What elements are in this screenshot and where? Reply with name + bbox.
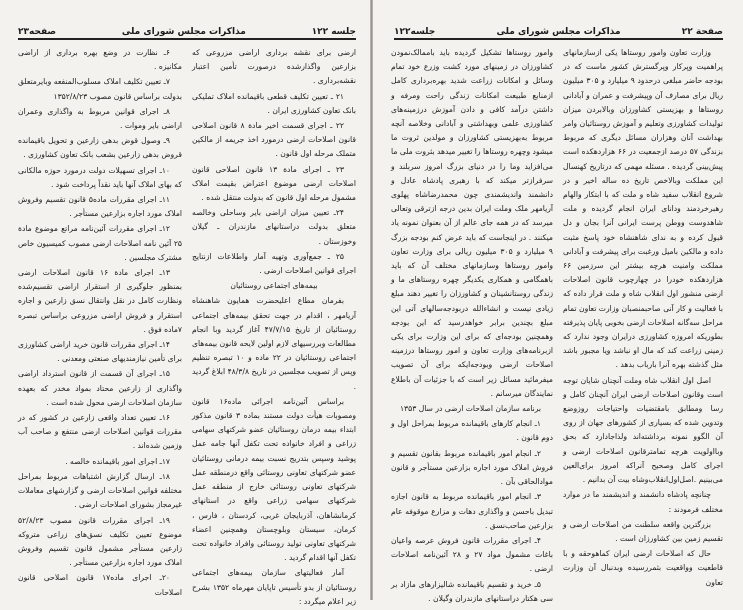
paragraph: حال که اصلاحات ارضی ایران کماهوحقه و با قاطعیت وواقعیت بثمررسیده وبدنبال آن وزارت تعاون <box>563 549 723 587</box>
page-number: صفحه۲۳ <box>18 27 57 37</box>
section-heading: بیمه‌های اجتماعی روستائیان <box>230 281 318 291</box>
paragraph: ۱۴ـ اجرای مقررات قانون خرید اراضی کشاورزی برای تأمین نیازمندیهای صنعتی ومعدنی . <box>18 340 182 364</box>
paragraph: ارضی برای نقشه برداری اراضی مزروعی که بزارعین واگذارشده درصورت تأمین اعتبار نقشه‌برداری . <box>192 48 356 86</box>
section-heading: برنامه سازمان اصلاحات ارضی در سال ۱۳۵۳ <box>399 404 541 414</box>
left-page <box>0 0 372 606</box>
left-page-column-right <box>18 46 182 601</box>
right-page <box>372 0 743 603</box>
paragraph: براساس آئین‌نامه اجرائی ماده۱۶ قانون ومصوبات هیأت دولت مستند بماده ۳ قانون مذکور ابتداء بیمه درمان روستائیان عضو شرکتهای سهامی زراعی و افراد خانواده تحت تکفل آنها جامه عمل پوشید وسپس بتدریج نسبت بیمه درمانی روستائیان عضو شرکتهای تعاونی روستائی واقع درمنطقه عمل شرکتهای تعاونی روستائی خارج از منطقه عمل شرکتهای سهامی زراعی واقع در استانهای کرمانشاهان، آذربایجان غربی، کردستان ، فارس ، کرمان، سیستان وبلوچستان وهمچنین اعضاء شرکتهای تعاونی تولید روستائی وافراد خانواده تحت تکفل آنها اقدام گردید . <box>192 396 356 563</box>
paragraph: ۶ـ نظارت در وضع بهره برداری از اراضی مکانیزه . <box>18 48 182 72</box>
paragraph: بفرمان مطاع اعلیحضرت همایون شاهنشاه آریامهر ، اقدام در جهت تحقق بیمه‌های اجتماعی روستائیان از تاریخ ۴۷/۷/۱۵ آغاز گردید وبا انجام مطالعات وبررسیهای لازم اولین لایحه قانون بیمه‌های اجتماعی روستائیان در ۲۲ ماده و ۱۰ تبصره تنظیم وپس از تصویب مجلسین در تاریخ ۴۸/۳/۸ ابلاغ گردید . <box>192 296 356 391</box>
right-page-column-right <box>563 46 723 591</box>
quotation: بزرگترین واقعه سلطنت من اصلاحات ارضی و تقسیم زمین بین کشاورزان است . <box>563 519 723 543</box>
running-title: مذاکرات مجلس شورای ملی <box>496 27 621 37</box>
paragraph: آمار فعالیتهای سازمان بیمه‌های اجتماعی روستائیان از بدو تأسیس تاپایان مهرماه ۱۳۵۲ بشرح زیر اعلام میگردد : <box>192 568 356 606</box>
paragraph: ۲۱ ـ تعیین تکلیف قطعی باقیمانده املاک تمليکی بانک تعاون کشاورزی ایران . <box>192 91 356 115</box>
paragraph: ۱۳ـ اجرای مادة ۱۶ قانون اصلاحات ارضی بمنظور جلوگیری از استقرار اراضی تقسیم‌شده ونظارت کامل در نقل وانتقال نسق زارعین و اجاره استقرار و فروش اراضی مزروعی براساس تبصره ۷ماده فوق . <box>18 268 182 334</box>
left-page-column-left <box>192 46 356 610</box>
paragraph: ۲۵ ـ جمع‌آوری وتهیه آمار واطلاعات ازنتایج اجرای قوانین اصلاحات ارضی . <box>192 251 356 276</box>
paragraph: وامور روستاها تشکیل گردیده باید باممالک‌نمودن کشاورزان در زمینهای مورد کشت وزرع خود تمام وسائل و امکانات زراعت شدید بهره‌برداری کامل ازمنابع طبیعت امکانات زندگی راحت ومرفه و داشتن درآمد کافی و دادن آموزش درزمینه‌های کشاورزی علمی وبهداشتی و آبادانی وخلاصه آنچه مربوط به‌بهزیستی کشاورزان و مولدین ثروت ما میشود وچهره روستاها را تغییر میدهد بثروت ملی ما می‌افزاید وما را در دنیای بزرگ امروز سربلند و سرفرازتر میکند که با رهبری پادشاه عادل و دانشمند واندیشمندی چون محمدرضاشاه پهلوی آریامهر ملک وملت ایران بدین درجه ازترقی وتعالی میرسد که در همه جای عالم از آن بعنوان نمونه یاد میکنند . در اینجاست که باید عرض کنم بودجه بزرگ ۹ میلیارد و ۳۰۵ میلیون ریالی برای وزارت تعاون وامور روستاها وسازمانهای مختلف آن که باید باهمگامی و همکاری یکدیگر چهره روستاهای ما و زندگی روستانشینان و کشاورزان را تغییر دهند مبلغ زیادی نیست و انشاءالله دربودجه‌سالهای آتی این مبلغ بچندین برابر خواهدرسید که این بودجه وهمچنین بودجه‌ای که برای این وزارت برای یکی ازبرنامه‌های وزارت تعاون و امور روستاها درزمینه اصلاحات ارضی وبودجه‌ایکه برای آن تصویب میفرمائید مسائل زیر است که با جزئیات آن باطلاع نمایندگان میرسانم . <box>391 48 553 398</box>
paragraph: ۳ـ انجام امور باقیمانده مربوط به قانون اجازه تبدیل باحسن و واگذاری دهات و مزارع موقوفه عام بزارعین صاحب‌نسق . <box>391 492 553 530</box>
paragraph: ۱ـ انجام کارهای باقیمانده مربوط بمراحل اول و دوم قانون . <box>391 419 553 443</box>
paragraph: ۲ـ انجام امور باقیمانده مربوط بقانون تقسیم و فروش املاک مورد اجاره بزارعین مستأجر و قانون موادالحاقی بآن . <box>391 448 553 487</box>
paragraph: ۷ـ تعیین تکلیف املاک مسلوب‌المنفعه وبایرمتعلق بدولت براساس قانون مصوب ۱۳۵۲/۸/۲۳ <box>18 77 182 101</box>
paragraph: ۹ـ وصول قوض بدهی زارعین و تحویل باقیمانده قروض بدهی زارعین بشعب بانک تعاون کشاورزی . <box>18 136 182 160</box>
paragraph: ۱۱ـ اجرای مقررات ماده۵ قانون تقسیم وفروش املاک مورد اجاره بزارعین مستأجر . <box>18 195 182 219</box>
paragraph: ۸ـ اجرای قوانین مربوط به واگذاری وعمران اراضی بایر وموات . <box>18 106 182 131</box>
left-page-header <box>18 24 356 40</box>
paragraph: ۵ـ خرید و تقسیم باقیمانده شالیزارهای مازاد بر سی هکتار دراستانهای مازندران وگیلان . <box>391 579 553 603</box>
session-number: جلسه۱۲۲ <box>394 27 436 37</box>
session-number: جلسه ۱۲۲ <box>311 27 356 37</box>
paragraph: ۲۴ـ تعیین میزان اراضی بایر وساحلی وخالصه متعلق بدولت دراستانهای مازندران ـ گیلان وخوزستان . <box>192 208 356 246</box>
running-title: مذاکرات مجلس شورای ملی <box>121 27 246 37</box>
paragraph: ۱۶ـ تعیین تعداد واقعی زارعین در کشور که در مقررات قوانین اصلاحات ارضی منتفع و صاحب آب وزمین شده‌اند . <box>18 413 182 451</box>
paragraph: ۲۰ـ اجرای ماده۱۷ قانون اصلاحی قانون اصلاحات <box>18 573 182 597</box>
paragraph: ۱۰ـ اجرای تسهیلات دولت درمورد حوزه مالکانی که بهای املاک آنها باید نقداً پرداخت شود . <box>18 165 182 189</box>
paragraph: ۱۵ـ اجرای آن قسمت از قانون استرداد اراضی واگذاری از زارعین محتاد بمواد مخدر که بعهده سازمان اصلاحات ارضی محول شده است . <box>18 369 182 407</box>
paragraph: ۲۳ ـ اجرای مادة ۱۳ قانون اصلاحی قانون اصلاحات ارضی موضوع اعتراض بقیمت املاک مشمول مرحله اول قانون که بدولت منتقل شده . <box>192 164 356 203</box>
right-page-column-left <box>391 46 553 607</box>
paragraph: ۴ـ اجرای مقررات قانون فروش عرصه واعیان باغات مشمول مواد ۲۷ و ۲۸ آئین‌نامه اصلاحات ارضی . <box>391 535 553 574</box>
paragraph: ۱۲ـ اجرای مقررات آئین‌نامه مراتع موضوع مادة ۲۵ آئین نامه اصلاحات ارضی مصوب کمیسیون خاص مشترک مجلسین . <box>18 224 182 262</box>
paragraph: چنانچه پادشاه دانشمند و اندیشمند ما در موارد مختلف فرمودند : <box>563 490 723 514</box>
paragraph: وزارت تعاون وامور روستاها یکی ازسازمانهای پراهمیت وپرکار وپرگسترش کشور ماست که در بودجه حاضر مبلغی درحدود ۹ میلیارد و ۳۰۵ میلیون ریال برای مصارف آن وپیشرفت و عمران و آبادانی روستاها و بهزیستی کشاورزان وبالابردن میزان تولیدات کشاورزی وتعلیم و آموزش روستائیان وامر بهداشت آنان وهزاران مسائل دیگری که مربوط بزندگی ۵۷ درصد ازجمعیت در ۶۶ هزاردهکده است پیش‌بینی گردیده . مسئله مهمی که درتاریخ کهنسال این مملکت وبالاخص تاریخ ده ساله اخیر و در شروع انقلاب سفید شاه و ملت که با ابتکار والهام رهبرخردمند ودانای ایران انجام گردیده و ملت شاهدوست ووطن پرست ایرانی آنرا بجان و دل قبول کرده و به ندای شاهنشاه خود پاسخ مثبت داده و مالکین باميل ورغبت برای پیشرفت و آبادانی مملکت وامنیت هرچه بیشتر این سرزمین ۶۶ هزاردهکده خودرا در چهارچوب قانون اصلاحات ارضی منشور اول انقلاب شاه و ملت قرار داده که با فعالیت و کار آنی صاحبمنصبان وزارت تعاون تمام مراحل سه‌گانه اصلاحات ارضی بخوبی پایان پذیرفته بطوریکه امروزه کشاورزی درایران وجود ندارد که زمینی زراعت کند که مال او نباشد ویا مجبور باشد مثل گذشته بهره آنرا بارباب بدهد . <box>563 48 723 370</box>
paragraph: ۱۸ـ ارسال گزارش اشتباهات مربوط بمراحل مختلفه قوانین اصلاحات ارضی و گزارشهای معاملات غیرمجاز بشورای اصلاحات ارضی . <box>18 471 182 510</box>
page-number: صفحة ۲۲ <box>681 27 723 37</box>
paragraph: ۱۷ـ اجرای امور باقیمانده خالصه . <box>65 456 170 466</box>
right-page-header <box>394 24 723 40</box>
paragraph: اصل اول انقلاب شاه وملت آنچنان شایان توجه است وقانون اصلاحات ارضی ایران آنچنان کامل و رسا ومطابق بامقتضیات واحتیاجات روزوضع وتدوین شده که بسیاری از کشورهای جهان از روی آن الگوو نمونه برداشته‌اند ولذاجادارد که بحق وبااولویت هرچه تمامترقانون اصلاحات ارضی و اجرای کامل وصحیح آنراکه امروز برای‌العین می‌بینیم .اصل‌اول‌انقلاب‌وشاه بیت آن بدانیم . <box>563 375 723 485</box>
paragraph: ۲۲ ـ اجرای قسمت اخیر مادة ۸ قانون اصلاحی قانون اصلاحات ارضی درمورد اخذ جریمه از مالکین متملک مرحله اول قانون . <box>192 121 356 159</box>
paragraph: ۱۹ـ اجرای مقررات قانون مصوب ۵۲/۸/۲۳ موضوع تعیین تکلیف نسق‌های زراعی متروکه زارعین مستأجر مشمول قانون تقسیم وفروش املاک مورد اجاره بزارعین مستأجر . <box>18 515 182 568</box>
